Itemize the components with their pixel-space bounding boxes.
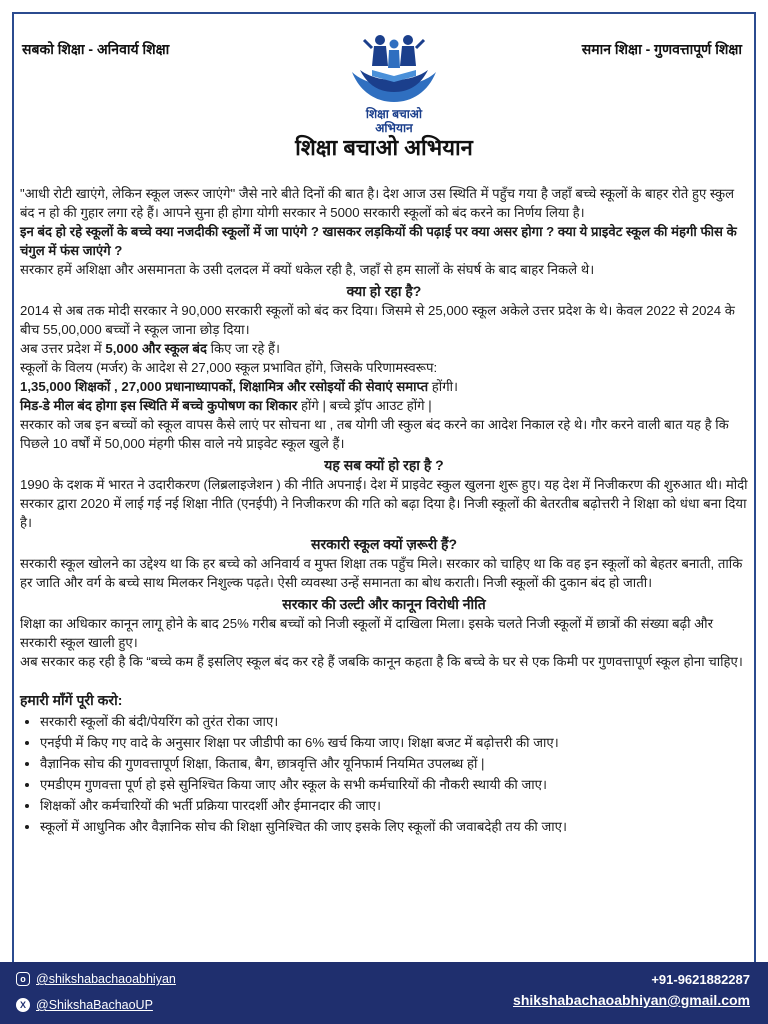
list-item: • एमडीएम गुणवत्ता पूर्ण हो इसे सुनिश्चित किया जाए और स्कूल के सभी कर्मचारियों की नौकरी स्थायी की जाए। (40, 775, 748, 794)
intro-question: इन बंद हो रहे स्कूलों के बच्चे क्या नजदीकी स्कूलों में जा पाएंगे ? खासकर लड़कियों की पढ़ाई पर क्या असर होगा ? क्या ये प्राइवेट स्कूल की मंहगी फीस के चंगुल में फंस जाएंगे ? (20, 224, 737, 258)
intro-paragraph-2: सरकार हमें अशिक्षा और असमानता के उसी दलदल में क्यों धकेल रही है, जहाँ से हम सालों के संघर्ष के बाद बाहर निकले थे। (20, 262, 595, 277)
main-content (20, 184, 748, 838)
logo-graphic (342, 30, 446, 110)
section-heading-why: यह सब क्यों हो रहा है ? (324, 457, 444, 473)
s1-paragraph-5 (20, 396, 748, 415)
s4-paragraph-1: शिक्षा का अधिकार कानून लागू होने के बाद 25% गरीब बच्चों को निजी स्कूलों में दाखिला मिला। इसके चलते निजी स्कूलों में छात्रों की संख्या बढ़ी और सरकारी स्कूल खाली हुए। (20, 616, 714, 650)
email-link[interactable]: shikshabachaoabhiyan@gmail.com (513, 992, 750, 1008)
s1-p5-bold: मिड-डे मील बंद होगा इस स्थिति में बच्चे कुपोषण का शिकार (20, 398, 298, 413)
demands-list (20, 712, 748, 836)
phone-number[interactable]: +91-9621882287 (651, 972, 750, 987)
section-heading-govt-schools: सरकारी स्कूल क्यों ज़रूरी हैं? (310, 536, 457, 552)
s1-paragraph-3: स्कूलों के विलय (मर्जर) के आदेश से 27,000 स्कूल प्रभावित होंगे, जिसके परिणामस्वरूप: (20, 360, 438, 375)
s1-p2-post: किए जा रहे हैं। (206, 341, 281, 356)
slogan-left: सबको शिक्षा - अनिवार्य शिक्षा (22, 41, 170, 57)
instagram-handle[interactable]: @shikshabachaoabhiyan (36, 972, 176, 986)
s1-p2-bold: 5,000 और स्कूल बंद (105, 341, 207, 356)
section-heading-what: क्या हो रहा है? (346, 283, 422, 299)
intro-paragraph: "आधी रोटी खाएंगे, लेकिन स्कूल जरूर जाएंगे" जैसे नारे बीते दिनों की बात है। देश आज उस स्थिति में पहुँच गया है जहाँ बच्चे स्कूलों के बाहर रोते हुए स्कुल बंद न हो की गुहार लगा रहे हैं। आपने सुना ही होगा योगी सरकार ने 5000 सरकारी स्कूलों को बंद करने का निर्णय लिया है। (20, 186, 735, 220)
s1-p5-post: होंगे | बच्चे ड्रॉप आउट होंगे | (297, 398, 432, 413)
spacer (20, 671, 748, 689)
logo-text-line2: अभियान (375, 121, 413, 135)
list-item: • सरकारी स्कूलों की बंदी/पेयरिंग को तुरंत रोका जाए। (40, 712, 748, 731)
list-item: • वैज्ञानिक सोच की गुणवत्तापूर्ण शिक्षा, किताब, बैग, छात्रवृत्ति और यूनिफार्म नियमित उपलब्ध हों | (40, 754, 748, 773)
s1-p4-post: होंगी। (428, 379, 459, 394)
section-heading-policy: सरकार की उल्टी और कानून विरोधी नीति (282, 596, 486, 612)
logo-text-line1: शिक्षा बचाओ (365, 107, 423, 121)
s1-p2-pre: अब उत्तर प्रदेश में (20, 341, 106, 356)
s1-paragraph-6: सरकार को जब इन बच्चों को स्कूल वापस कैसे लाएं पर सोचना था , तब योगी जी स्कुल बंद करने का आदेश निकाल रहे थे। गौर करने वाली बात यह है कि पिछले 10 वर्षों में 50,000 मंहगी फीस वाले नये प्राइवेट स्कूल खुले हैं। (20, 417, 729, 451)
list-item: • स्कूलों में आधुनिक और वैज्ञानिक सोच की शिक्षा सुनिश्चित की जाए इसके लिए स्कूलों की जवाबदेही तय की जाए। (40, 817, 748, 836)
instagram-icon: o (16, 972, 30, 986)
footer (0, 962, 768, 1024)
s1-paragraph-4 (20, 377, 748, 396)
list-item: • एनईपी में किए गए वादे के अनुसार शिक्षा पर जीडीपी का 6% खर्च किया जाए। शिक्षा बजट में बढ़ोत्तरी की जाए। (40, 733, 748, 752)
s1-paragraph-2 (20, 339, 748, 358)
x-icon: X (16, 998, 30, 1012)
s1-paragraph-1: 2014 से अब तक मोदी सरकार ने 90,000 सरकारी स्कूलों को बंद कर दिया। जिसमे से 25,000 स्कूल अकेले उत्तर प्रदेश के थे। केवल 2022 से 2024 के बीच 55,00,000 बच्चों ने स्कूल जाना छोड़ दिया। (20, 303, 735, 337)
logo (342, 30, 446, 134)
page-title: शिक्षा बचाओ अभियान (295, 135, 473, 160)
x-link[interactable] (16, 998, 153, 1012)
s3-paragraph-1: सरकारी स्कूल खोलने का उद्देश्य था कि हर बच्चे को अनिवार्य व मुफ्त शिक्षा तक पहुँच मिले। सरकार को चाहिए था कि वह इन स्कूलों को बेहतर बनाती, ताकि हर जाति और वर्ग के बच्चे साथ मिलकर निशुल्क पढ़ते। ऐसी व्यवस्था उन्हें समानता का बोध कराती। निजी स्कूलों की दुकान बंद हो जाती। (20, 556, 743, 590)
slogan-right: समान शिक्षा - गुणवत्तापूर्ण शिक्षा (581, 41, 742, 57)
s1-p4-bold: 1,35,000 शिक्षकों , 27,000 प्रधानाध्यापकों, शिक्षामित्र और रसोइयों की सेवाएं समाप्त (20, 379, 429, 394)
list-item: • शिक्षकों और कर्मचारियों की भर्ती प्रक्रिया पारदर्शी और ईमानदार की जाए। (40, 796, 748, 815)
x-handle[interactable]: @ShikshaBachaoUP (36, 998, 153, 1012)
demands-heading: हमारी माँगें पूरी करो: (20, 692, 123, 708)
header (14, 16, 754, 135)
s2-paragraph-1: 1990 के दशक में भारत ने उदारीकरण (लिब्रलाइजेशन ) की नीति अपनाई। देश में प्राइवेट स्कुल खुलना शुरू हुए। यह देश में निजीकरण की शुरुआत थी। मोदी सरकार द्वारा 2020 में लाई गई नई शिक्षा नीति (एनईपी) ने निजीकरण की गति को बढ़ा दिया है। निजी स्कूलों की बेतरतीब बढ़ोत्तरी ने शिक्षा को धंधा बना दिया है। (20, 477, 748, 530)
instagram-link[interactable] (16, 972, 176, 986)
s4-paragraph-2: अब सरकार कह रही है कि “बच्चे कम हैं इसलिए स्कूल बंद कर रहे हैं जबकि कानून कहता है कि बच्चे के घर से एक किमी पर गुणवत्तापूर्ण स्कूल होना चाहिए। (20, 654, 743, 669)
